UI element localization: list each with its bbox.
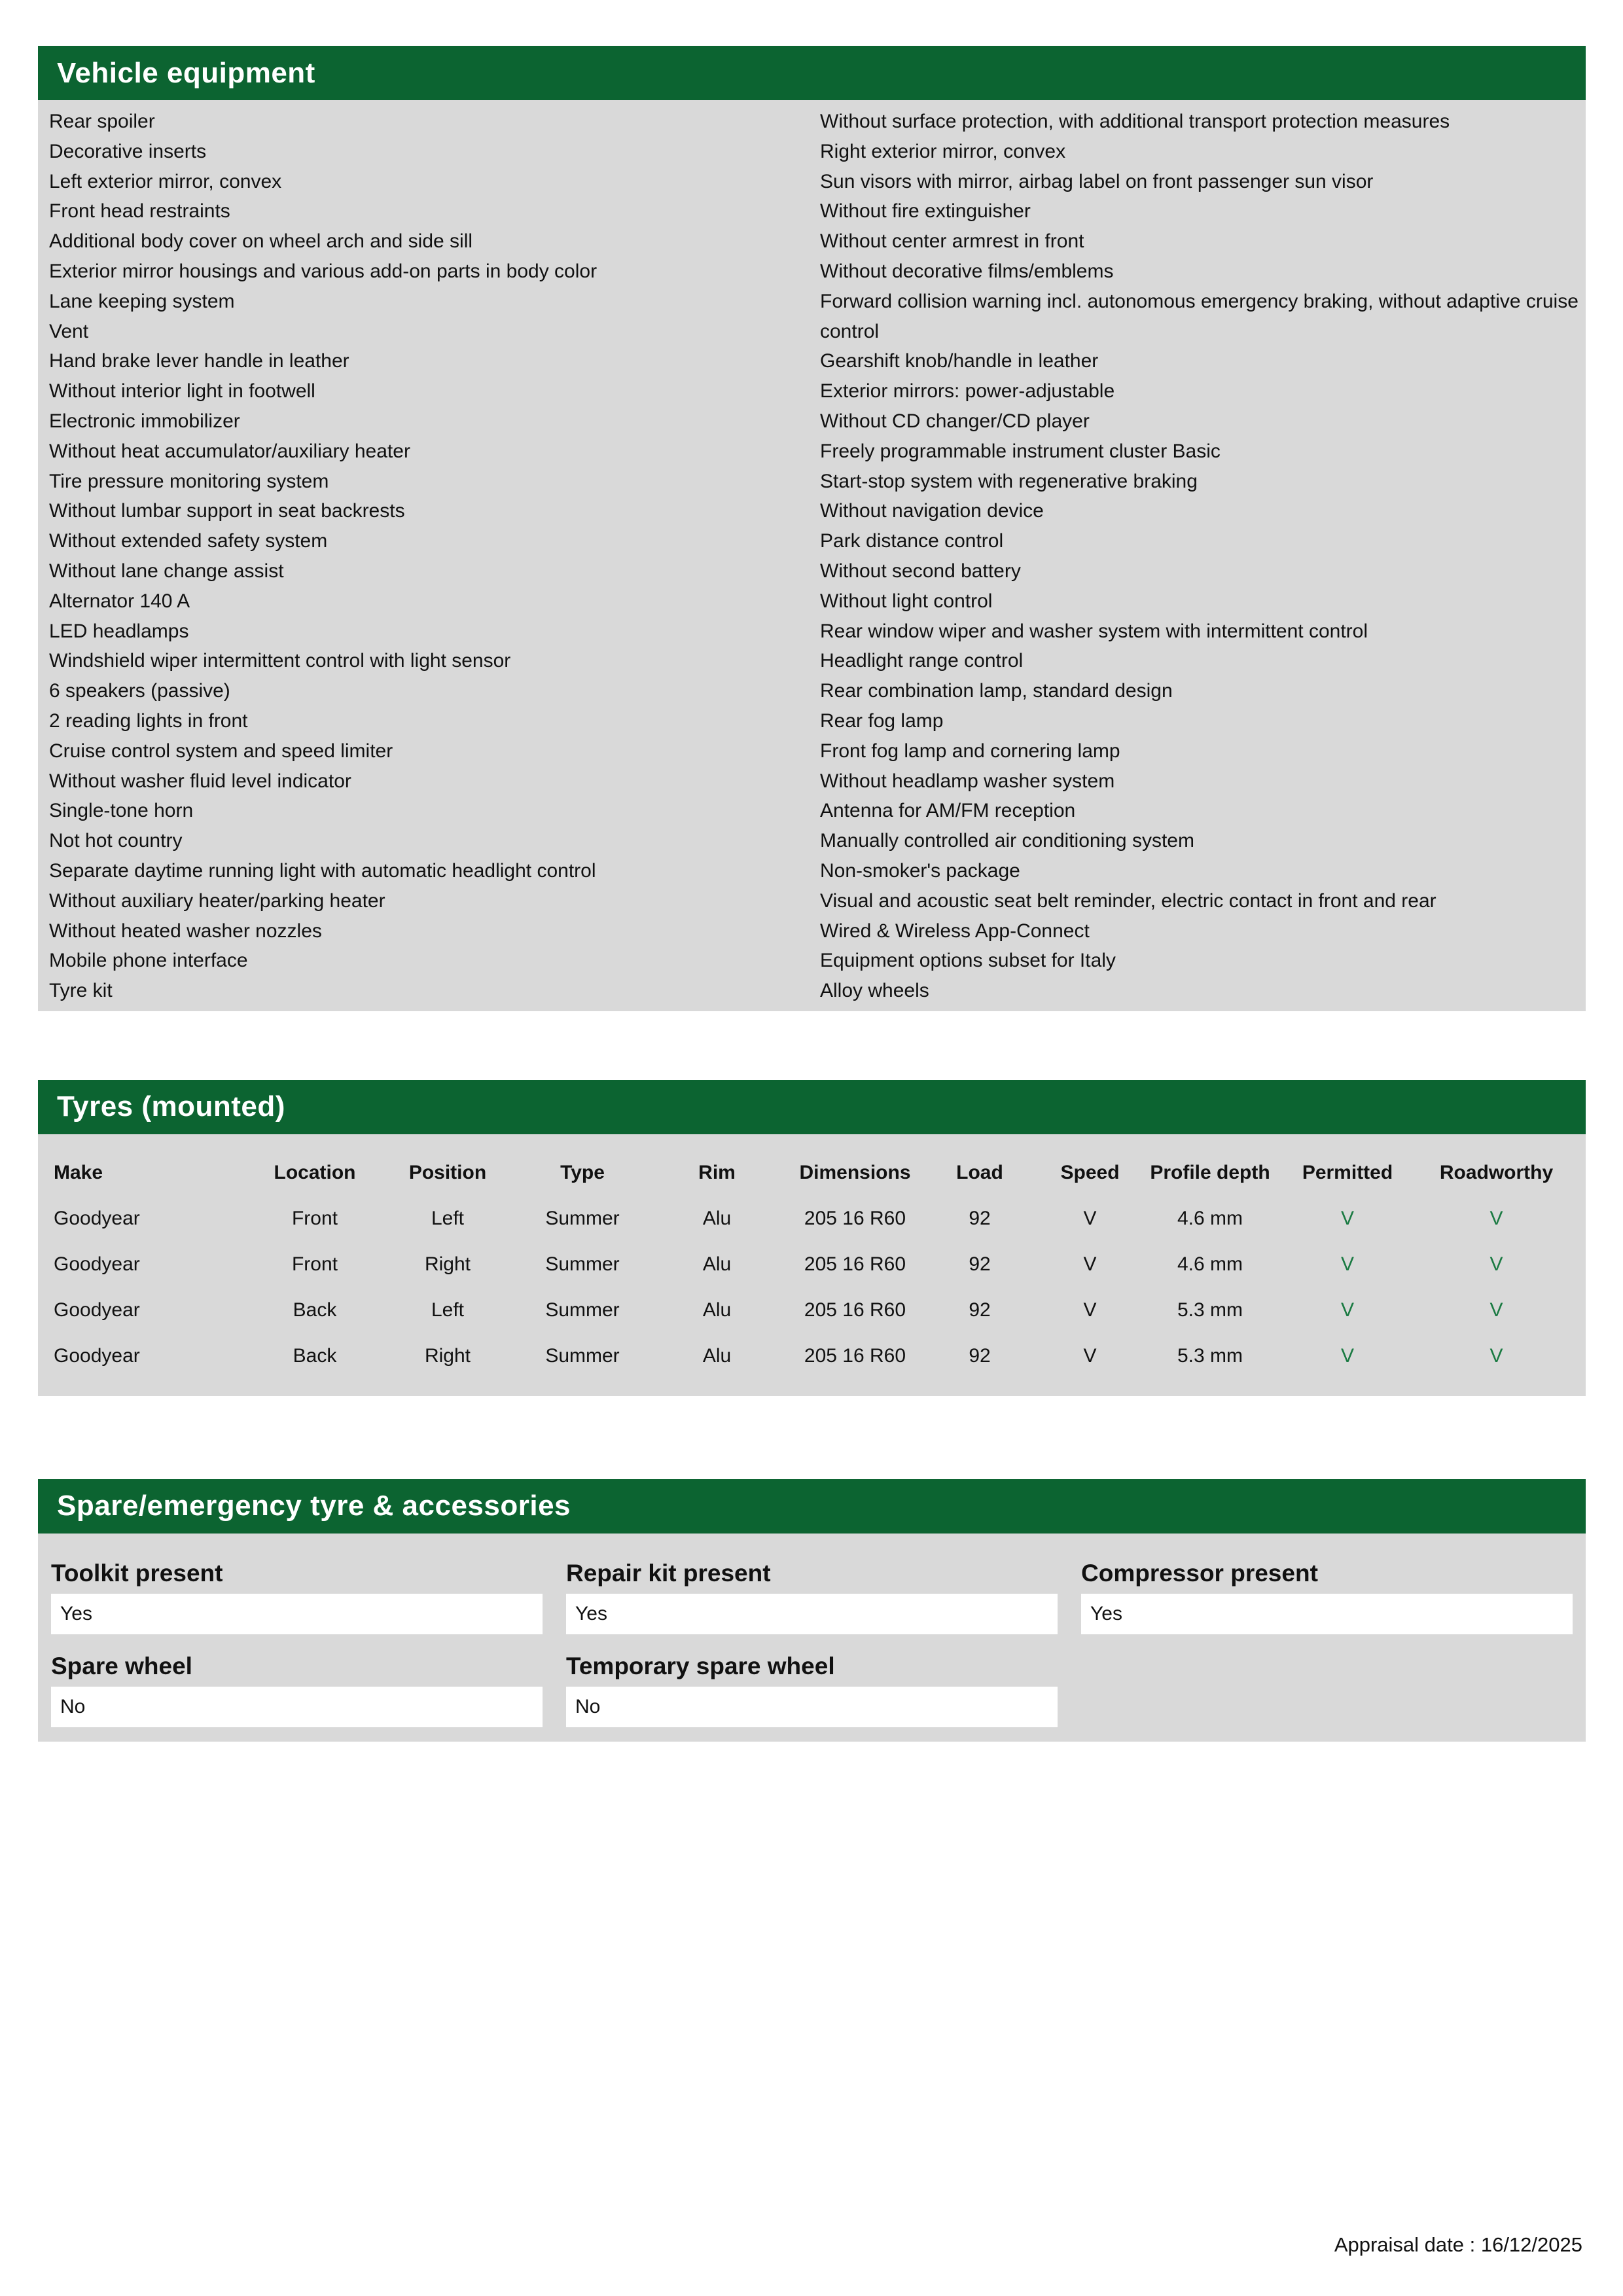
table-cell: Left	[431, 1299, 465, 1321]
table-cell: V	[1083, 1299, 1097, 1321]
equipment-item: Freely programmable instrument cluster Basic	[820, 440, 1221, 462]
equipment-item: Left exterior mirror, convex	[49, 170, 282, 192]
column-header: Permitted	[1302, 1161, 1393, 1183]
equipment-item: Tyre kit	[49, 980, 113, 1002]
tyres-header-row	[51, 1150, 1573, 1196]
equipment-item: Exterior mirror housings and various add-on parts in body color	[49, 260, 597, 282]
equipment-item: Wired & Wireless App-Connect	[820, 920, 1090, 942]
section-spare-emergency	[38, 1479, 1586, 1742]
table-cell: V	[1083, 1344, 1097, 1367]
equipment-item: Electronic immobilizer	[49, 410, 240, 432]
field-value: Yes	[60, 1602, 92, 1624]
table-cell: Right	[424, 1253, 471, 1275]
tyres-header-bar	[38, 1080, 1586, 1134]
table-cell: 205 16 R60	[804, 1299, 906, 1321]
table-cell: 4.6 mm	[1177, 1253, 1243, 1275]
equipment-item: LED headlamps	[49, 620, 189, 642]
equipment-item: Without washer fluid level indicator	[49, 770, 351, 792]
equipment-item: Right exterior mirror, convex	[820, 140, 1066, 162]
table-cell: Goodyear	[54, 1207, 140, 1229]
field-value-box	[51, 1594, 543, 1634]
column-header: Position	[408, 1161, 487, 1183]
equipment-item: Single-tone horn	[49, 800, 194, 822]
table-cell: Alu	[702, 1253, 732, 1275]
equipment-item: Mobile phone interface	[49, 950, 248, 972]
table-cell: 92	[969, 1253, 991, 1275]
table-cell: 5.3 mm	[1177, 1344, 1243, 1367]
field	[1081, 1560, 1573, 1634]
equipment-item: Rear spoiler	[49, 111, 155, 132]
table-cell: 205 16 R60	[804, 1207, 906, 1229]
field	[51, 1653, 543, 1727]
equipment-item: Lane keeping system	[49, 290, 235, 312]
equipment-item: Rear window wiper and washer system with intermittent control	[820, 620, 1368, 642]
equipment-item: Gearshift knob/handle in leather	[820, 350, 1099, 372]
equipment-item: Visual and acoustic seat belt reminder, electric contact in front and rear	[820, 889, 1436, 912]
equipment-item: Without auxiliary heater/parking heater	[49, 889, 385, 912]
equipment-column-right	[820, 107, 1579, 1006]
equipment-item: Rear fog lamp	[820, 709, 944, 732]
table-cell: Goodyear	[54, 1253, 140, 1275]
check-icon: V	[1489, 1253, 1503, 1275]
equipment-item: 2 reading lights in front	[49, 709, 248, 732]
field-label: Temporary spare wheel	[566, 1652, 835, 1679]
table-cell: Summer	[545, 1207, 620, 1229]
column-header: Rim	[698, 1161, 736, 1183]
vehicle-equipment-body	[38, 100, 1586, 1011]
field-label: Repair kit present	[566, 1559, 771, 1587]
equipment-item: Alternator 140 A	[49, 590, 190, 612]
spare-title: Spare/emergency tyre & accessories	[57, 1490, 571, 1522]
equipment-item: Forward collision warning incl. autonomous emergency braking, without adaptive cruise control	[820, 290, 1578, 342]
equipment-item: Additional body cover on wheel arch and side sill	[49, 230, 473, 253]
field-value: No	[60, 1695, 86, 1717]
field-value-box	[51, 1687, 543, 1727]
equipment-item: Separate daytime running light with automatic headlight control	[49, 859, 596, 882]
table-cell: Alu	[702, 1344, 732, 1367]
check-icon: V	[1489, 1344, 1503, 1367]
equipment-item: Vent	[49, 320, 89, 342]
field-value-box	[1081, 1594, 1573, 1634]
equipment-item: Without surface protection, with additional transport protection measures	[820, 111, 1450, 132]
field-value: Yes	[1090, 1602, 1122, 1624]
check-icon: V	[1340, 1344, 1354, 1367]
table-row	[51, 1196, 1573, 1242]
equipment-item: Equipment options subset for Italy	[820, 950, 1116, 972]
column-header: Type	[560, 1161, 605, 1183]
tyres-table	[51, 1150, 1573, 1379]
vehicle-equipment-title: Vehicle equipment	[57, 56, 315, 89]
field-value: No	[575, 1695, 601, 1717]
field-label: Toolkit present	[51, 1559, 223, 1587]
equipment-item: Without navigation device	[820, 500, 1044, 522]
equipment-item: Without second battery	[820, 560, 1021, 582]
equipment-item: Exterior mirrors: power-adjustable	[820, 380, 1115, 403]
equipment-item: Not hot country	[49, 830, 183, 852]
equipment-item: Without lane change assist	[49, 560, 284, 582]
tyres-title: Tyres (mounted)	[57, 1090, 285, 1123]
table-cell: Summer	[545, 1344, 620, 1367]
equipment-item: Without CD changer/CD player	[820, 410, 1090, 432]
table-cell: Alu	[702, 1299, 732, 1321]
vehicle-equipment-header-bar	[38, 46, 1586, 100]
equipment-item: Cruise control system and speed limiter	[49, 740, 393, 762]
equipment-item: Windshield wiper intermittent control with light sensor	[49, 650, 511, 672]
table-cell: 92	[969, 1207, 991, 1229]
table-cell: V	[1083, 1207, 1097, 1229]
equipment-item: Park distance control	[820, 530, 1004, 552]
table-row	[51, 1287, 1573, 1333]
equipment-item: Without center armrest in front	[820, 230, 1084, 253]
table-cell: 205 16 R60	[804, 1253, 906, 1275]
field-value-box	[566, 1687, 1058, 1727]
check-icon: V	[1489, 1207, 1503, 1229]
appraisal-date: Appraisal date : 16/12/2025	[1334, 2233, 1582, 2256]
equipment-column-left	[49, 107, 820, 1006]
field-label: Compressor present	[1081, 1559, 1318, 1587]
table-cell: V	[1083, 1253, 1097, 1275]
equipment-item: Decorative inserts	[49, 140, 207, 162]
section-vehicle-equipment	[38, 46, 1586, 1011]
table-row	[51, 1242, 1573, 1287]
equipment-item: Front head restraints	[49, 200, 230, 223]
table-cell: Alu	[702, 1207, 732, 1229]
equipment-item: Without headlamp washer system	[820, 770, 1115, 792]
field-value-box	[566, 1594, 1058, 1634]
equipment-item: 6 speakers (passive)	[49, 680, 230, 702]
check-icon: V	[1340, 1207, 1354, 1229]
check-icon: V	[1340, 1299, 1354, 1321]
table-cell: 5.3 mm	[1177, 1299, 1243, 1321]
equipment-item: Headlight range control	[820, 650, 1024, 672]
equipment-item: Without lumbar support in seat backrests	[49, 500, 405, 522]
report-page	[38, 0, 1586, 1742]
table-cell: 92	[969, 1299, 991, 1321]
column-header: Make	[54, 1161, 103, 1183]
field	[566, 1653, 1058, 1727]
column-header: Speed	[1060, 1161, 1120, 1183]
column-header: Profile depth	[1150, 1161, 1270, 1183]
equipment-item: Without heat accumulator/auxiliary heater	[49, 440, 410, 462]
column-header: Dimensions	[799, 1161, 911, 1183]
equipment-item: Antenna for AM/FM reception	[820, 800, 1076, 822]
column-header: Location	[274, 1161, 356, 1183]
field-value: Yes	[575, 1602, 607, 1624]
table-row	[51, 1333, 1573, 1379]
table-cell: Back	[293, 1299, 337, 1321]
equipment-item: Hand brake lever handle in leather	[49, 350, 349, 372]
field-label: Spare wheel	[51, 1652, 192, 1679]
check-icon: V	[1489, 1299, 1503, 1321]
tyres-body	[38, 1134, 1586, 1396]
table-cell: 205 16 R60	[804, 1344, 906, 1367]
equipment-item: Start-stop system with regenerative braking	[820, 470, 1198, 492]
equipment-item: Manually controlled air conditioning system	[820, 830, 1194, 852]
table-cell: Goodyear	[54, 1299, 140, 1321]
column-header: Load	[956, 1161, 1003, 1183]
equipment-item: Sun visors with mirror, airbag label on front passenger sun visor	[820, 170, 1374, 192]
table-cell: Goodyear	[54, 1344, 140, 1367]
field	[51, 1560, 543, 1634]
equipment-item: Tire pressure monitoring system	[49, 470, 329, 492]
column-header: Roadworthy	[1439, 1161, 1554, 1183]
field	[566, 1560, 1058, 1634]
equipment-item: Without extended safety system	[49, 530, 328, 552]
equipment-item: Without heated washer nozzles	[49, 920, 322, 942]
equipment-item: Front fog lamp and cornering lamp	[820, 740, 1120, 762]
equipment-item: Rear combination lamp, standard design	[820, 680, 1173, 702]
section-tyres-mounted	[38, 1080, 1586, 1396]
table-cell: Summer	[545, 1299, 620, 1321]
table-cell: Summer	[545, 1253, 620, 1275]
equipment-item: Without interior light in footwell	[49, 380, 315, 403]
equipment-item: Without light control	[820, 590, 993, 612]
table-cell: Left	[431, 1207, 465, 1229]
table-cell: 92	[969, 1344, 991, 1367]
table-cell: 4.6 mm	[1177, 1207, 1243, 1229]
equipment-item: Alloy wheels	[820, 980, 929, 1002]
table-cell: Front	[291, 1207, 338, 1229]
equipment-item: Without fire extinguisher	[820, 200, 1031, 223]
spare-body	[38, 1534, 1586, 1742]
equipment-item: Without decorative films/emblems	[820, 260, 1114, 282]
table-cell: Back	[293, 1344, 337, 1367]
equipment-item: Non-smoker's package	[820, 859, 1020, 882]
check-icon: V	[1340, 1253, 1354, 1275]
table-cell: Front	[291, 1253, 338, 1275]
spare-header-bar	[38, 1479, 1586, 1534]
table-cell: Right	[424, 1344, 471, 1367]
